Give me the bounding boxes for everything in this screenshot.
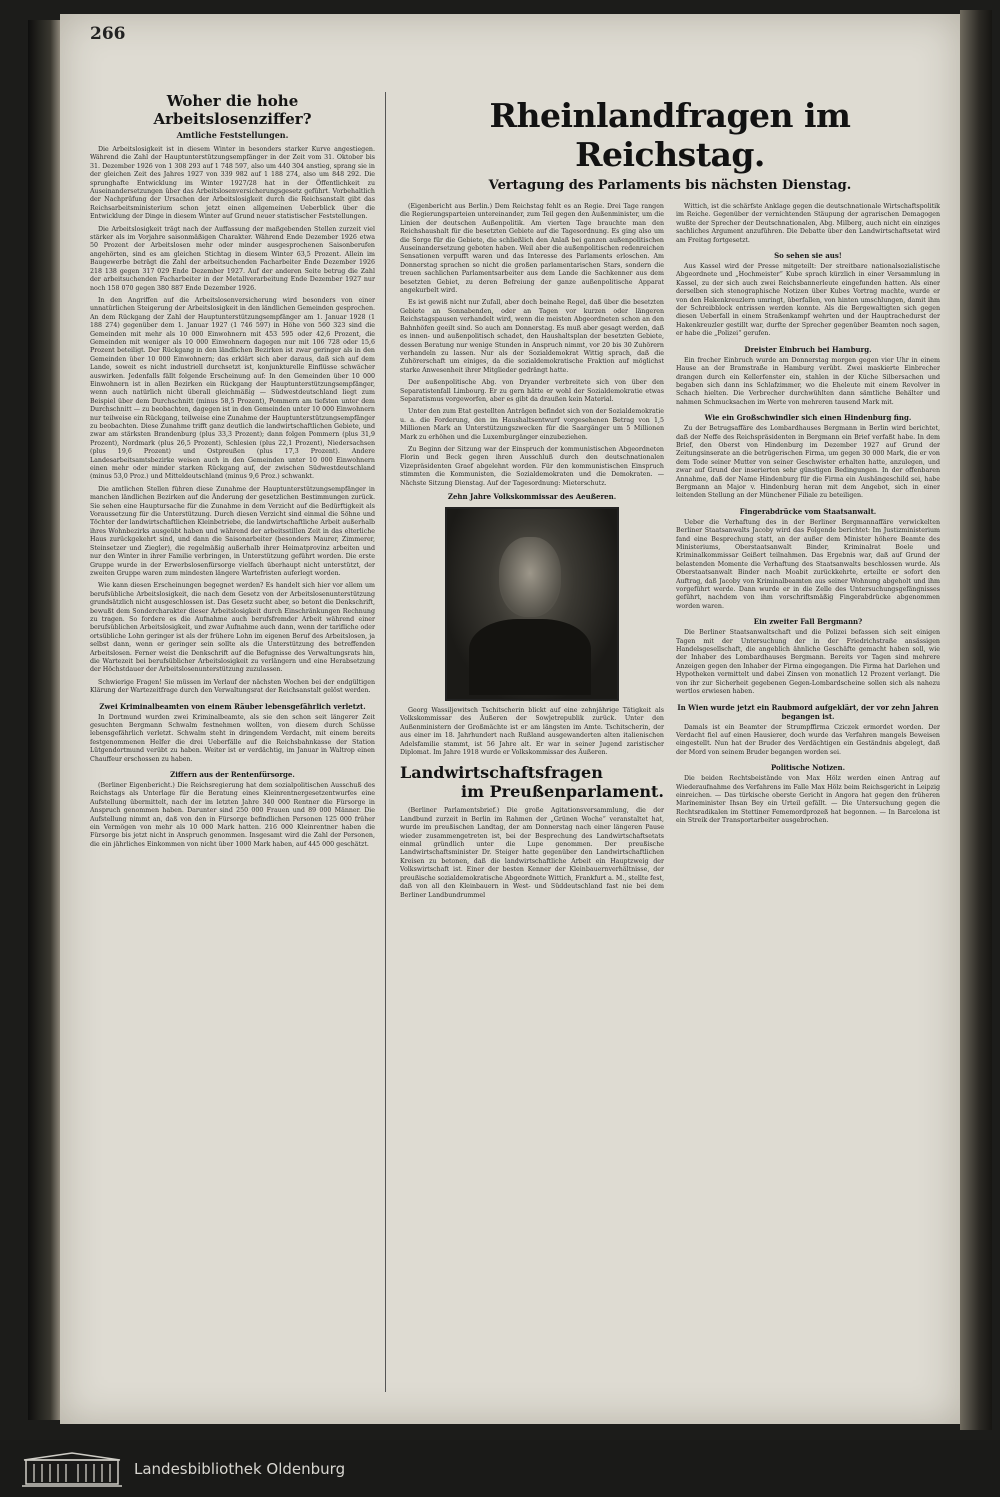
left-column (90, 92, 375, 1392)
book-edge-right (960, 10, 992, 1430)
article-headline: Landwirtschaftsfragen (400, 763, 603, 783)
paragraph: In Dortmund wurden zwei Kriminalbeamte, als sie den schon seit längerer Zeit gesuchten Bergmann Schwalm festnehmen wollten, von diesem durch Schüsse lebensgefährlich verletzt. Schwalm steht in dringendem Verdacht, mit einem bereits festgenommenen Helfer die drei Ueberfälle auf die Reichsbahnkasse der Station Lütgendortmund verübt zu haben. Weiter ist er verdächtig, im Januar in Waltrop einen Chauffeur erschossen zu haben. (90, 713, 375, 763)
paragraph: (Berliner Eigenbericht.) Die Reichsregierung hat dem sozialpolitischen Ausschuß des Reichstags als Unterlage für die Beratung eines Kleinrentnergesetzentwurfes eine Aufstellung übermittelt, nach der im letzten Jahre 340 000 Rentner die Fürsorge in Anspruch genommen haben. Darunter sind 250 000 Frauen und 89 000 Männer. Die Aufstellung nimmt an, daß von den in Fürsorge befindlichen Personen 125 000 früher ein Vermögen von mehr als 10 000 Mark hatten. 216 000 Kleinrentner haben die Fürsorge bis jetzt nicht in Anspruch genommen. Insgesamt wird die Zahl der Personen, die ein jährliches Einkommen von nicht über 1000 Mark haben, auf 445 000 geschätzt. (90, 782, 375, 848)
paragraph: In den Angriffen auf die Arbeitslosenversicherung wird besonders von einer unnatürlichen Steigerung der Arbeitslosigkeit in den ländlichen Gemeinden gesprochen. An dem Rückgang der Zahl der Hauptunterstützungsempfänger am 1. Januar 1928 (1 188 274) gegenüber dem 1. Januar 1927 (1 746 597) in Höhe von 560 323 sind die Gemeinden mit mehr als 10 000 Einwohnern mit 453 595 oder 42,6 Prozent, die Gemeinden mit weniger als 10 000 Einwohnern dagegen nur mit 106 728 oder 15,6 Prozent beteiligt. Der Rückgang in den ländlichen Bezirken ist zwar geringer als in den Gemeinden über 10 000 Einwohnern; das erklärt sich aber daraus, daß sich auf dem Lande, soweit es nicht industriell durchsetzt ist, konjunkturelle Einflüsse schwächer auswirken. Jedenfalls fällt folgende Erscheinung auf: In den Gemeinden über 10 000 Einwohnern ist in allen Bezirken ein Rückgang der Hauptunterstützungsempfänger, wenn auch natürlich nicht überall gleichmäßig — Südwestdeutschland liegt zum Beispiel über dem Durchschnitt (minus 58,5 Prozent), Pommern am tiefsten unter dem Durchschnitt — zu beobachten, dagegen ist in den Gemeinden unter 10 000 Einwohnern nur teilweise ein Rückgang, teilweise eine Zunahme der Hauptunterstützungsempfänger zu beobachten. Diese Zunahme trifft ganz deutlich die landwirtschaftlichen Gebiete, und zwar am stärksten Brandenburg (plus 33,3 Prozent); dann folgen Pommern (plus 31,9 Prozent), Nordmark (plus 26,5 Prozent), Schlesien (plus 22,1 Prozent), Niedersachsen (plus 19,6 Prozent) und Ostpreußen (plus 17,3 Prozent). Andere Landesarbeitsamtsbezirke weisen auch in den Gemeinden unter 10 000 Einwohnern einen mehr oder minder starken Rückgang auf, der zwischen Südwestdeutschland (minus 53,0 Proz.) und Mitteldeutschland (minus 9,6 Proz.) schwankt. (90, 296, 375, 481)
article-headline: So sehen sie aus! (774, 251, 842, 261)
photo-caption: Georg Wassiljewitsch Tschitscherin blickt auf eine zehnjährige Tätigkeit als Volkskommissar des Äußeren der Sowjetrepublik zurück. Unter den Außenministern der Großmächte ist er am längsten im Amte. Tschitscherin, der aus einer im 18. Jahrhundert nach Rußland ausgewanderten alten italienischen Adelsfamilie stammt, ist 56 Jahre alt. Er war in seiner Jugend zaristischer Diplomat. Im Jahre 1918 wurde er Volkskommissar des Äußeren. (400, 707, 664, 757)
portrait-photo (445, 507, 619, 701)
column-divider (385, 92, 386, 1392)
paragraph: Unter den zum Etat gestellten Anträgen befindet sich von der Sozialdemokratie u. a. die Forderung, den im Haushaltsentwurf vorgesehenen Betrag von 1,5 Millionen Mark an Unterstützungszwecken für die Saargänger um 5 Millionen Mark zu erhöhen und die Luxemburgänger einzubeziehen. (400, 408, 664, 441)
paragraph: Wittich, ist die schärfste Anklage gegen die deutschnationale Wirtschaftspolitik im Reiche. Gegenüber der vernichtenden Stäupung der agrarischen Demagogen wußte der Sprecher der Deutschnationalen, Abg. Milberg, auch nicht ein einziges sachliches Argument anzuführen. Die Debatte über den Landwirtschaftsetat wird am Freitag fortgesetzt. (676, 203, 940, 244)
article-headline: Ein zweiter Fall Bergmann? (753, 617, 863, 627)
paragraph: Wie kann diesen Erscheinungen begegnet werden? Es handelt sich hier vor allem um berufsübliche Arbeitslosigkeit, die nach dem Gesetz von der Arbeitslosenunterstützung grundsätzlich nicht ausgeschlossen ist. Das Gesetz sucht aber, so betont die Denkschrift, bewußt dem Sondercharakter dieser Arbeitslosigkeit durch Einschränkungen Rechnung zu tragen. So fordere es die Aufnahme auch berufsfremder Arbeit während einer berufsüblichen Arbeitslosigkeit, und zwar Aufnahme auch dann, wenn der tarifliche oder ortsübliche Lohn geringer ist als der frühere Lohn im eigenen Beruf des Arbeitslosen, ja selbst dann, wenn er geringer sein sollte als die Unterstützung des betreffenden Arbeitslosen. Ferner weist die Denkschrift auf die Befugnisse des Verwaltungsrats hin, die Wartezeit bei berufsüblicher Arbeitslosigkeit zu verlängern und eine Herabsetzung der Höchstdauer der Arbeitslosenunterstützung zuzulassen. (90, 582, 375, 674)
photo-heading: Zehn Jahre Volkskommissar des Aeußeren. (447, 492, 617, 501)
paragraph: Die Arbeitslosigkeit ist in diesem Winter in besonders starker Kurve angestiegen. Während die Zahl der Hauptunterstützungsempfänger in der Zeit vom 31. Oktober bis 31. Dezember 1926 von 1 308 293 auf 1 748 597, also um 440 304 anstieg, sprang sie in der gleichen Zeit des Jahres 1927 von 339 982 auf 1 188 274, also um 848 292. Die sprunghafte Entwicklung im Winter 1927/28 hat in der Öffentlichkeit zu Auseinandersetzungen über das Arbeitslosenversicherungsgesetz geführt. Vorbehaltlich der Nachprüfung der Ursachen der Arbeitslosigkeit durch die Reichsanstalt gibt das Reichsarbeitsministerium schon jetzt einen allgemeinen Ueberblick über die Entwicklung der Dinge in diesem Winter auf Grund neuer statistischer Feststellungen. (90, 146, 375, 221)
article-headline: Fingerabdrücke vom Staatsanwalt. (739, 506, 877, 516)
main-headline: Rheinlandfragen im Reichstag. (489, 96, 851, 174)
paragraph: Die amtlichen Stellen führen diese Zunahme der Hauptunterstützungsempfänger in manchen ländlichen Bezirken auf die Änderung der gesetzlichen Bestimmungen zurück. Sie sehen eine Hauptursache für die Zunahme in dem Verzicht auf die Bedürftigkeit als Voraussetzung für die Unterstützung. Durch diesen Verzicht sind einmal die Söhne und Töchter der landwirtschaftlichen Kleinbetriebe, die landwirtschaftliche Arbeit außerhalb ihres Wohnbezirks ausgeübt haben und während der arbeitsstillen Zeit in das elterliche Haus zurückgekehrt sind, und dann die Saisonarbeiter (besonders Maurer, Zimmerer, Steinsetzer und Ziegler), die regelmäßig außerhalb ihrer Heimatprovinz arbeiten und nur den Winter in ihrer Familie verbringen, in Unterstützung geführt worden. Die erste Gruppe wurde in der Erwerbslosenfürsorge vielfach überhaupt nicht unterstützt, der zweiten Gruppe waren zum mindesten längere Wartefristen auferlegt worden. (90, 485, 375, 577)
article-subheadline: Amtliche Feststellungen. (176, 130, 289, 140)
paragraph: (Eigenbericht aus Berlin.) Dem Reichstag fehlt es an Regie. Drei Tage rangen die Regierungsparteien untereinander, zum Teil gegen den Außenminister, um die Linien der deutschen Außenpolitik. Am vierten Tage brauchte man den Reichshaushalt für die besetzten Gebiete auf die Tagesordnung. Es ging also um die Sorge für die Gebiete, die schließlich den Anlaß bei ganzen außenpolitischen Auseinandersetzung geboten haben. Weil aber die außenpolitischen redenreichen Sensationen verpufft waren und das Interesse des Parlaments erloschen. Am Donnerstag sprachen so nicht die großen parlamentarischen Stars, sondern die treuen sachlichen Parlamentsarbeiter aus dem Lande die Sachkenner aus dem besetzten Gebiet, zu deren Befreiung der ganze außenpolitische Apparat angekurbelt wird. (400, 203, 664, 295)
portrait-face (499, 537, 561, 617)
article-headline: Zwei Kriminalbeamten von einem Räuber lebensgefährlich verletzt. (99, 701, 366, 711)
paragraph: Die Berliner Staatsanwaltschaft und die Polizei befassen sich seit einigen Tagen mit der Untersuchung der in der Friedrichstraße ansässigen Handelsgesellschaft, die angeblich ähnliche Geschäfte gemacht haben soll, wie der Inhaber des Lombardhauses Bergmann. Bereits vor Tagen sind mehrere Anzeigen gegen den Inhaber der Firma eingegangen. Die Firma hat Darlehen und Hypotheken vermittelt und dabei Zinsen von monatlich 12 Prozent verlangt. Die von ihr zur Sicherheit gegebenen Gegen-Lombardscheine sollen sich als nahezu wertlos erwiesen haben. (676, 629, 940, 696)
paragraph: Die Arbeitslosigkeit trägt nach der Auffassung der maßgebenden Stellen zurzeit viel stärker als im Vorjahre saisonmäßigen Charakter. Während Ende Dezember 1926 etwa 50 Prozent der Arbeitslosen mehr oder minder ausgesprochenen Saisonberufen angehörten, sind es am gleichen Stichtag in diesem Winter 63,5 Prozent. Allein im Baugewerbe beträgt die Zahl der arbeitsuchenden Facharbeiter Ende Dezember 1926 218 138 gegen 317 029 Ende Dezember 1927. Auf der anderen Seite betrug die Zahl der arbeitsuchenden Facharbeiter in der Metallverarbeitung Ende Dezember 1927 nur noch 158 070 gegen 380 887 Ende Dezember 1926. (90, 225, 375, 292)
article-headline: In Wien wurde jetzt ein Raubmord aufgeklärt, der vor zehn Jahren begangen ist. (677, 702, 939, 721)
article-headline: Dreister Einbruch bei Hamburg. (744, 344, 872, 354)
article-headline: im Preußenparlament. (461, 782, 664, 802)
article-headline: Wie ein Großschwindler sich einen Hindenburg fing. (704, 413, 912, 423)
paragraph: Die beiden Rechtsbeistände von Max Hölz werden einen Antrag auf Wiederaufnahme des Verfahrens im Falle Max Hölz beim Reichsgericht in Leipzig einreichen. — Das türkische oberste Gericht in Angora hat gegen den früheren Marineminister Ihsan Bey ein Urteil gefällt. — Die Untersuchung gegen die Rechtsradikalen im Stettiner Fememordprozeß hat begonnen. — In Barcelona ist ein Streik der Transportarbeiter ausgebrochen. (676, 775, 940, 825)
library-name: Landesbibliothek Oldenburg (134, 1460, 346, 1478)
paragraph: Zu der Betrugsaffäre des Lombardhauses Bergmann in Berlin wird berichtet, daß der Neffe des Reichspräsidenten in Bergmann ein Brief verfaßt habe. In dem Brief, den Oberst von Hindenburg im Dezember 1927 auf Grund der Zeitungsinserate an die betrügerischen Firma, um gegen 30 000 Mark, die er von dem Tode seiner Mutter von seiner Geschwister erhalten hatte, anzulegen, und zwar auf Grund der inserierten sehr günstigen Bedingungen. In der offenbaren Annahme, daß der Name Hindenburg für die Firma ein Aushängeschild sei, habe Bergmann an Major v. Hindenburg heran mit dem Angebot, sich in einer leitenden Stellung an der Münchener Filiale zu beteiligen. (676, 425, 940, 500)
paragraph: Ueber die Verhaftung des in der Berliner Bergmannaffäre verwickelten Berliner Staatsanwalts Jacoby wird das Folgende berichtet: Im Justizministerium fand eine Besprechung statt, an der außer dem Minister höhere Beamte des Ministeriums, Oberstaatsanwalt Binder, Kriminalrat Boele und Kriminalkommissar Geißert teilnahmen. Das Ergebnis war, daß auf Grund der belastenden Momente die Verhaftung des Staatsanwalts beschlossen wurde. Als Oberstaatsanwalt Binder nach Moabit zurückkehrte, erteilte er sofort den Auftrag, daß Jacoby von Kriminalbeamten aus seiner Wohnung abgeholt und ihm vorgeführt werde. Dann wurde er in die Zelle des Untersuchungsgefängnisses geführt, nachdem von ihm vorschriftsmäßig Fingerabdrücke abgenommen worden waren. (676, 518, 940, 610)
viewer-footer (0, 1440, 1000, 1497)
book-edge-left (28, 20, 60, 1420)
paragraph: Aus Kassel wird der Presse mitgeteilt: Der streitbare nationalsozialistische Abgeordnete und „Hochmeister“ Kube sprach kürzlich in einer Versammlung in Kassel, zu der sich auch zwei Reichsbannerleute eingefunden hatten. Als einer derselben sich stenographische Notizen über Kubes Vortrag machte, wurde er von den Hakenkreuzlern umringt, überfallen, von hinten umschlungen, damit ihm der Schreibblock entrissen werden konnte. Als die Bergewaltigten sich gegen diesen Ueberfall in einem Straßenkampf wehrten und der Hauptrachedurst der Hakenkreuzler gestillt war, durfte der Sprecher gegenüber Beamten noch sagen, er habe die „Polizei“ gerufen. (676, 263, 940, 338)
paragraph: Der außenpolitische Abg. von Dryander verbreitete sich von über den Separatistenfall Limbourg. Er zu gern hätte er wohl der Sozialdemokratie etwas Separatismus vorgeworfen, aber es gibt da draußen kein Material. (400, 379, 664, 403)
paragraph: Zu Beginn der Sitzung war der Einspruch der kommunistischen Abgeordneten Florin und Beck gegen ihren Ausschluß durch den deutschnationalen Vizepräsidenten Graef abgelehnt worden. Für den kommunistischen Einspruch stimmten die Kommunisten, die Sozialdemokraten und die Demokraten. — Nächste Sitzung Dienstag. Auf der Tagesordnung: Mieterschutz. (400, 445, 664, 487)
article-headline: Woher die hohe Arbeitslosenziffer? (153, 92, 312, 128)
page-number: 266 (90, 24, 126, 44)
article-headline: Ziffern aus der Rentenfürsorge. (170, 770, 295, 780)
right-subcolumn-1 (400, 203, 664, 904)
library-building-icon (22, 1452, 122, 1488)
portrait-body (469, 619, 591, 695)
paragraph: Ein frecher Einbruch wurde am Donnerstag morgen gegen vier Uhr in einem Hause an der Bramstraße in Hamburg verübt. Zwei maskierte Einbrecher drangen durch ein Kellerfenster ein, stahlen in der Küche Silbersachen und begaben sich dann ins Schlafzimmer, wo die Eheleute mit einem Revolver in Schach hielten. Die Verbrecher durchwühlten dann sämtliche Behälter und nahmen Schmucksachen im Werte von mehreren tausend Mark mit. (676, 356, 940, 406)
paragraph: (Berliner Parlamentsbrief.) Die große Agitationsversammlung, die der Landbund zurzeit in Berlin im Rahmen der „Grünen Woche“ veranstaltet hat, wurde im preußischen Landtag, der am Donnerstag nach einer längeren Pause wieder zusammengetreten ist, bei der Besprechung des Landwirtschaftsetats einmal gründlich unter die Lupe genommen. Der preußische Landwirtschaftsminister Dr. Steiger hatte gegenüber den Landwirtschaftlichen Kreisen zu betonen, daß die landwirtschaftliche Arbeit ein Hauptzweig der Volkswirtschaft ist. Einer der besten Kenner der Kleinbauernverhältnisse, der preußische sozialdemokratische Abgeordnete Wittich, Frankfurt a. M., stellte fest, daß von all den Kleinbauern in West- und Süddeutschland fast nie bei dem Berliner Landbundrummel (400, 807, 664, 899)
right-subcolumn-2 (676, 203, 940, 904)
right-section (400, 92, 940, 1392)
paragraph: Damals ist ein Beamter der Strumpffirma Cziczek ermordet worden. Der Verdacht fiel auf einen Hausierer, doch wurde das Verfahren mangels Beweisen eingestellt. Nun hat der Bruder des Verdächtigen ein Geständnis abgelegt, daß der Mord von seinem Bruder begangen worden sei. (676, 723, 940, 756)
article-headline: Politische Notizen. (770, 763, 846, 773)
right-subcolumns (400, 203, 940, 904)
paragraph: Schwierige Fragen! Sie müssen im Verlauf der nächsten Wochen bei der endgültigen Klärung der Wartezeitfrage durch den Verwaltungsrat der Reichsanstalt gelöst werden. (90, 678, 375, 695)
paragraph: Es ist gewiß nicht nur Zufall, aber doch beinahe Regel, daß über die besetzten Gebiete an Sonnabenden, oder an Tagen vor kurzen oder längeren Reichstagspausen verhandelt wird, wenn die meisten Abgeordneten schon an den Bahnhöfen geeilt sind. So auch am Donnerstag. Es muß aber gesagt werden, daß es innen- und außenpolitisch schadet, den Haushaltsplan der besetzten Gebiete, dessen Beratung nur wenige Stunden in Anspruch nimmt, vor 20 bis 30 Zuhörern verhandeln zu lassen. Nur als der Sozialdemokrat Wittig sprach, daß die Zuhörerschaft um einiges, da die sozialdemokratische Fraktion auf möglichst starke Anwesenheit ihrer Mitglieder gedrängt hatte. (400, 299, 664, 374)
main-subheadline: Vertagung des Parlaments bis nächsten Dienstag. (488, 178, 852, 193)
